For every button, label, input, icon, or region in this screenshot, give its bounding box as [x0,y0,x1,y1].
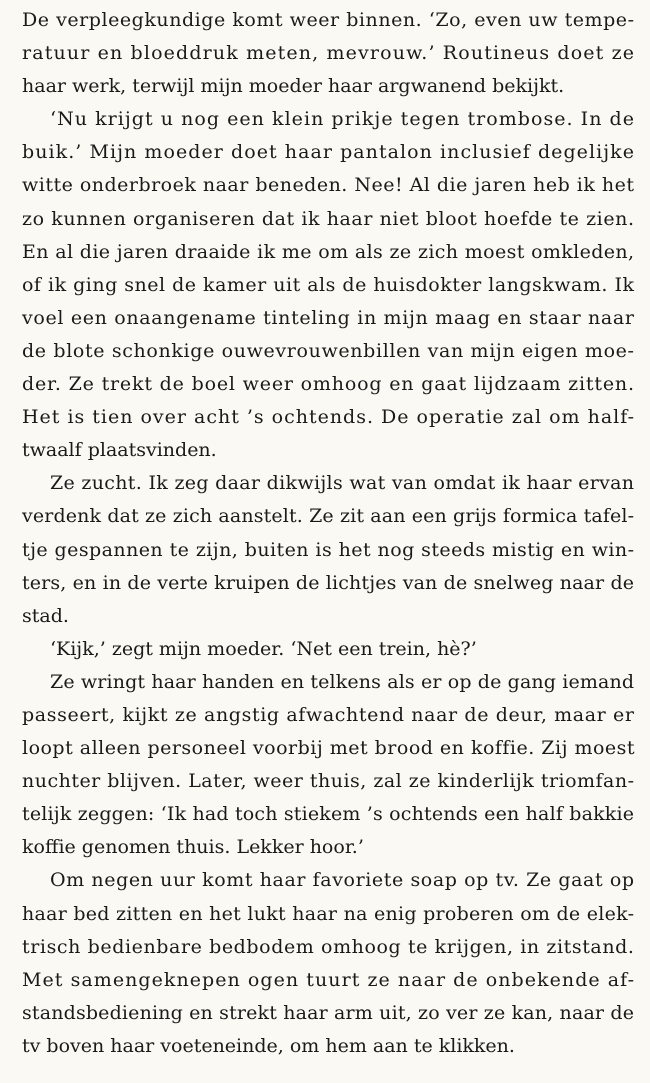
paragraph [22,103,634,467]
text-line: Om negen uur komt haar favoriete soap op tv. Ze gaat op [50,869,635,892]
text-line: de blote schonkige ouwevrouwenbillen van mijn eigen moe- [22,339,635,362]
paragraph [22,864,634,1063]
text-line: passeert, kijkt ze angstig afwachtend naar de deur, maar er [22,703,635,726]
text-line: Met samengeknepen ogen tuurt ze naar de onbekende af- [22,968,636,991]
text-line: trisch bedienbare bedbodem omhoog te krijgen, in zitstand. [22,935,635,958]
text-line: De verpleegkundige komt weer binnen. ‘Zo, even uw tempe- [22,9,635,31]
text-line: loopt alleen personeel voorbij met brood en koffie. Zij moest [22,737,636,760]
text-line: telijk zeggen: ‘Ik had toch stiekem ’s ochtends een half bakkie [22,803,635,826]
text-line: Ze wringt haar handen en telkens als er op de gang iemand [50,670,635,693]
text-line: twaalf plaatsvinden. [22,439,217,462]
text-line: ters, en in de verte kruipen de lichtjes van de snelweg naar de [22,571,635,594]
text-line: En al die jaren draaide ik me om als ze zich moest omkleden, [22,240,635,263]
text-line: verdenk dat ze zich aanstelt. Ze zit aan een grijs formica tafel- [22,505,635,528]
text-line: haar bed zitten en het lukt haar na enig proberen om de elek- [22,902,635,925]
text-line: ‘Kijk,’ zegt mijn moeder. ‘Net een trein, hè?’ [50,637,477,660]
text-line: buik.’ Mijn moeder doet haar pantalon inclusief degelijke [22,141,636,164]
text-line: stad. [22,604,69,627]
text-line: nuchter blijven. Later, weer thuis, zal ze kinderlijk triomfan- [22,770,635,793]
text-line: koffie genomen thuis. Lekker hoor.’ [22,836,364,859]
text-line: haar werk, terwijl mijn moeder haar argwanend bekijkt. [22,75,565,98]
text-line: zo kunnen organiseren dat ik haar niet bloot hoefde te zien. [22,207,635,230]
text-line: ‘Nu krijgt u nog een klein prikje tegen trombose. In de [50,108,636,131]
paragraph [22,467,634,632]
paragraph [22,666,634,865]
text-line: of ik ging snel de kamer uit als de huisdokter langskwam. Ik [22,273,635,296]
text-line: tje gespannen te zijn, buiten is het nog steeds mistig en win- [22,538,635,561]
text-line: tv boven haar voeteneinde, om hem aan te klikken. [22,1034,515,1057]
text-line: Ze zucht. Ik zeg daar dikwijls wat van omdat ik haar ervan [50,472,635,495]
text-line: voel een onaangename tinteling in mijn maag en staar naar [22,306,635,329]
text-line: ratuur en bloeddruk meten, mevrouw.’ Routineus doet ze [22,42,636,65]
paragraph [22,4,634,103]
body-text [22,4,634,1063]
text-line: Het is tien over acht ’s ochtends. De operatie zal om half- [22,406,635,429]
text-line: witte onderbroek naar beneden. Nee! Al die jaren heb ik het [22,174,635,197]
paragraph [22,633,634,666]
text-line: standsbediening en strekt haar arm uit, zo ver ze kan, naar de [22,1001,635,1024]
text-line: der. Ze trekt de boel weer omhoog en gaat lijdzaam zitten. [22,373,635,396]
